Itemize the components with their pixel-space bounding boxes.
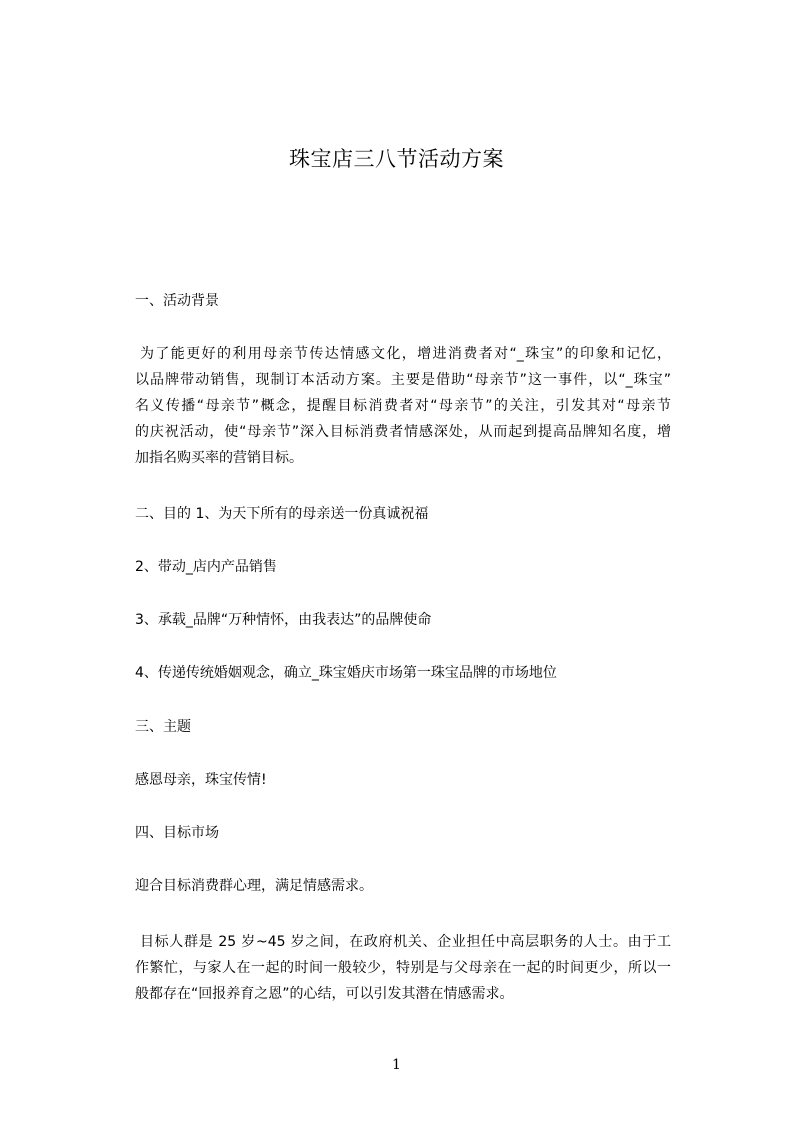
paragraph-line: 目标人群是 25 岁~45 岁之间，在政府机关、企业担任中高层职务的人士。由于工	[140, 934, 671, 950]
paragraph-line: 以品牌带动销售，现制订本活动方案。主要是借助“母亲节”这一事件，以“_珠宝”	[135, 372, 671, 388]
paragraph-line: 名义传播“母亲节”概念，提醒目标消费者对“母亲节”的关注，引发其对“母亲节	[135, 398, 671, 414]
paragraph-line: 作繁忙，与家人在一起的时间一般较少，特别是与父母亲在一起的时间更少，所以一	[135, 960, 671, 976]
purpose-item: 4、传递传统婚姻观念，确立_珠宝婚庆市场第一珠宝品牌的市场地位	[135, 665, 557, 681]
section-heading-background: 一、活动背景	[135, 293, 219, 309]
section-heading-purpose: 二、目的 1、为天下所有的母亲送一份真诚祝福	[135, 506, 429, 522]
background-paragraph	[135, 341, 671, 471]
theme-text: 感恩母亲，珠宝传情!	[135, 772, 267, 788]
section-heading-target-market: 四、目标市场	[135, 825, 219, 841]
purpose-item: 2、带动_店内产品销售	[135, 559, 277, 575]
paragraph-line: 的庆祝活动，使“母亲节”深入目标消费者情感深处，从而起到提高品牌知名度，增	[135, 424, 671, 440]
target-paragraph	[135, 929, 671, 1007]
paragraph-line: 加指名购买率的营销目标。	[135, 450, 303, 466]
page-number: 1	[392, 1057, 401, 1073]
paragraph-line: 为了能更好的利用母亲节传达情感文化，增进消费者对“_珠宝”的印象和记忆，	[140, 346, 671, 362]
document-title: 珠宝店三八节活动方案	[289, 147, 504, 171]
paragraph-line: 般都存在“回报养育之恩”的心结，可以引发其潜在情感需求。	[135, 986, 514, 1002]
purpose-item: 3、承载_品牌“万种情怀，由我表达”的品牌使命	[135, 612, 432, 628]
section-heading-theme: 三、主题	[135, 719, 191, 735]
market-text: 迎合目标消费群心理，满足情感需求。	[135, 878, 373, 894]
